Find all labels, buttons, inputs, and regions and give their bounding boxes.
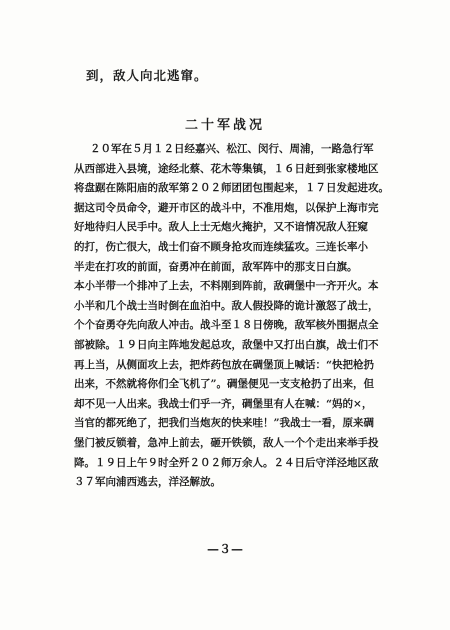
body-line: 堡门被反锁着，急冲上前去，砸开铁锁，敌人一个个走出来举手投 xyxy=(74,436,379,449)
body-line: 从西部进入县境，途经北蔡、花木等集镇，１６日赶到张家楼地区 xyxy=(74,162,379,175)
body-line: 出来，不然就将你们全飞机了”。碉堡便见一支支枪扔了出来，但 xyxy=(74,378,375,391)
body-line: 当官的都死绝了，把我们当炮灰的快来哇！”我战士一看，原来碉 xyxy=(74,417,375,430)
body-line: 本小半带一个排冲了上去，不料刚到阵前，敌碉堡中一齐开火。本 xyxy=(74,280,379,293)
body-line: 的打，伤亡很大，战士们奋不顾身抢攻而连续猛攻。三连长率小 xyxy=(74,240,368,253)
body-line: 小半和几个战士当时倒在血泊中。敌人假投降的诡计激怒了战士， xyxy=(74,299,379,312)
section-title: 二十军战况 xyxy=(184,118,265,133)
body-line: 却不见一人出来。我战士们乎一齐，碉堡里有人在喊：“妈的×， xyxy=(74,397,373,410)
body-line: 降。１９日上午９时全歼２０２师万余人。２４日后守洋泾地区敌 xyxy=(74,456,379,469)
body-line: 个个奋勇夺先向敌人冲击。战斗至１８日傍晚，敌军核外围据点全 xyxy=(74,319,379,332)
body-line: 半走在打攻的前面，奋勇冲在前面，敌军阵中的那支日白旗。 xyxy=(74,260,358,273)
body-line: 好地待归人民手中。敌人上士无炮火掩护，又不谙情况敌人狂窥 xyxy=(74,221,368,234)
page-number: —３— xyxy=(206,542,243,556)
body-line: ３７军向浦西逃去，洋泾解放。 xyxy=(74,476,221,489)
body-line: 再上当，从侧面攻上去，把炸药包放在碉堡顶上喊话：“快把枪扔 xyxy=(74,358,375,371)
lead-line: 到，敌人向北逃窜。 xyxy=(86,68,208,83)
body-text xyxy=(74,140,404,493)
body-line: 部被除。１９日向主阵地发起总攻，敌堡中又打出白旗，战士们不 xyxy=(74,338,379,351)
body-line: 将盘踞在陈阳庙的敌军第２０２师团团包围起来，１７日发起进攻。 xyxy=(74,182,389,195)
body-line: ２０军在５月１２日经嘉兴、松江、闵行、周浦，一路急行军 xyxy=(90,143,374,155)
body-line: 据这司令员命令，避开市区的战斗中，不准用炮，以保护上海市完 xyxy=(74,201,379,214)
